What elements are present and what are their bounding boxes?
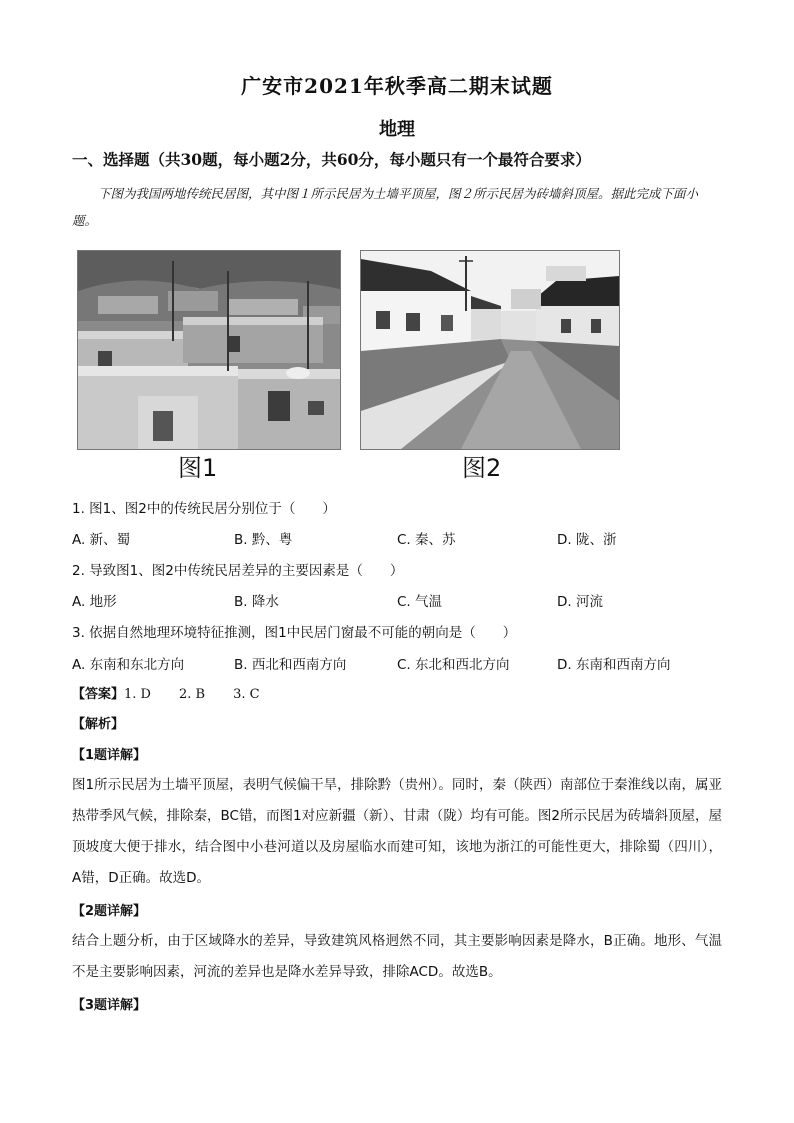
analysis-label: 【解析】 (72, 717, 125, 732)
subject-title: 地理 (379, 119, 415, 140)
question-1-option-d: D. 陇、浙 (557, 532, 617, 548)
answer-1: 1. D (124, 687, 151, 702)
detail-1-text: 图1所示民居为土墙平顶屋，表明气候偏干旱，排除黔（贵州）。同时，秦（陕西）南部位于秦淮线以南，属亚热带季风气候，排除秦，BC错，而图1对应新疆（新）、甘肃（陇）均有可能。图2所示民居为砖墙斜顶屋，屋顶坡度大便于排水，结合图中小巷河道以及房屋临水而建可知，该地为浙江的可能性更大，排除蜀（四川），A错，D正确。故选D。 (72, 777, 722, 886)
question-2-option-a: A. 地形 (72, 594, 117, 610)
question-3-option-d: D. 东南和西南方向 (557, 657, 671, 673)
question-1-option-a: A. 新、蜀 (72, 532, 131, 548)
question-2-option-c: C. 气温 (397, 594, 443, 610)
detail-1-label: 【1题详解】 (72, 748, 147, 763)
section-intro: 下图为我国两地传统民居图，其中图１所示民居为土墙平顶屋，图２所示民居为砖墙斜顶屋。据此完成下面小题。 (72, 186, 699, 228)
question-2-option-b: B. 降水 (234, 594, 279, 610)
detail-2-label: 【2题详解】 (72, 904, 147, 919)
question-1-stem: 1. 图1、图2中的传统民居分别位于（ ） (72, 501, 336, 517)
question-2-stem: 2. 导致图1、图2中传统民居差异的主要因素是（ ） (72, 563, 404, 579)
question-3-option-a: A. 东南和东北方向 (72, 657, 185, 673)
section-heading: 一、选择题（共30题，每小题2分，共60分，每小题只有一个最符合要求） (72, 150, 591, 169)
figure-2-image (360, 250, 620, 450)
answer-3: 3. C (233, 687, 260, 702)
answer-line (72, 683, 288, 702)
answer-2: 2. B (178, 687, 206, 702)
page-title: 广安市2021年秋季高二期末试题 (241, 74, 553, 98)
figure-1-caption: 图1 (178, 454, 218, 482)
question-3-option-c: C. 东北和西北方向 (397, 657, 510, 673)
detail-3-label: 【3题详解】 (72, 998, 147, 1013)
question-3-option-b: B. 西北和西南方向 (234, 657, 347, 673)
question-1-option-b: B. 黔、粤 (234, 532, 293, 548)
answer-label: 【答案】 (72, 687, 125, 702)
detail-2-text: 结合上题分析，由于区域降水的差异，导致建筑风格迥然不同，其主要影响因素是降水，B正确。地形、气温不是主要影响因素，河流的差异也是降水差异导致，排除ACD。故选B。 (72, 933, 722, 980)
question-3-stem: 3. 依据自然地理环境特征推测，图1中民居门窗最不可能的朝向是（ ） (72, 625, 517, 641)
figure-1-image (77, 250, 341, 450)
question-2-option-d: D. 河流 (557, 594, 603, 610)
question-1-option-c: C. 秦、苏 (397, 532, 456, 548)
figure-2-caption: 图2 (462, 454, 502, 482)
